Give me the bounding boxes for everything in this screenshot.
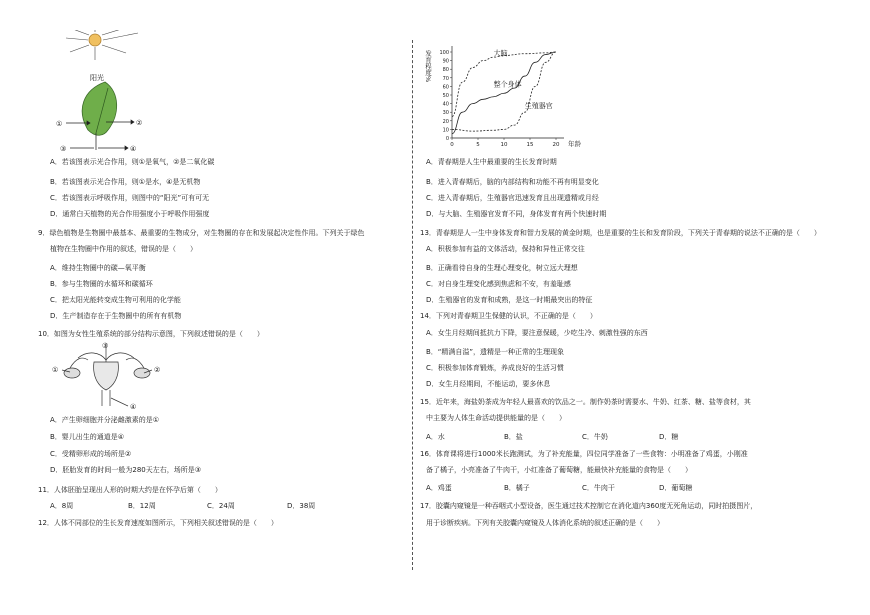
photosynthesis-leaf-figure <box>48 30 158 155</box>
leaf-option-c: C．若该图表示呼吸作用，则图中的“阳光”可有可无 <box>50 194 210 202</box>
q17-stem-line1: 17．胶囊内窥镜是一种吞咽式小型设备，医生通过技术控制它在消化道内360度无死角运动，同时拍摄图片， <box>420 502 758 510</box>
y-tick-label: 0 <box>445 136 449 142</box>
chart-option-b: B．进入青春期后，脑的内部结构和功能不再有明显变化 <box>426 178 599 186</box>
x-tick-label: 5 <box>476 142 480 148</box>
leaf-icon <box>82 82 116 150</box>
q15-option-a: A．水 <box>426 433 445 441</box>
q16-option-d: D．葡萄糖 <box>659 484 693 492</box>
chart-option-d: D．与大脑、生殖器官发育不同，身体发育有两个快速时期 <box>426 210 607 218</box>
chart-option-a: A．青春期是人生中最重要的生长发育时期 <box>426 158 557 166</box>
q11-stem: 11．人体胚胎呈现出人形的时期大约是在怀孕后第（ ） <box>38 486 222 494</box>
x-tick-label: 0 <box>450 142 454 148</box>
growth-chart <box>424 40 584 155</box>
q16-option-a: A．鸡蛋 <box>426 484 452 492</box>
q13-option-a: A．积极参加有益的文体活动，保持和异性正常交往 <box>426 245 585 253</box>
series-reproductive-line <box>452 52 556 131</box>
q9-stem-line2: 植物在生物圈中作用的叙述，错误的是（ ） <box>50 245 197 253</box>
q15-stem-line1: 15．近年来，海盐奶茶成为年轻人最喜欢的饮品之一。制作奶茶时需要水、牛奶、红茶、糖、盐等食材，其 <box>420 398 751 406</box>
q9-option-d: D．生产制造存在于生物圈中的所有有机物 <box>50 312 182 320</box>
q15-option-d: D．糖 <box>659 433 679 441</box>
q10-stem: 10．如图为女性生殖系统的部分结构示意图，下列叙述错误的是（ ） <box>38 330 264 338</box>
leaf-option-d: D．通常白天植物的光合作用强度小于呼吸作用强度 <box>50 210 210 218</box>
q13-option-b: B．正确看待自身的生理心理变化，树立远大理想 <box>426 264 578 272</box>
q15-option-b: B．盐 <box>504 433 523 441</box>
q13-option-c: C．对自身生理变化感到焦虑和不安，有羞耻感 <box>426 280 571 288</box>
q10-option-d: D．胚胎发育的时间一般为280天左右，场所是③ <box>50 466 202 474</box>
q10-option-b: B．婴儿出生的通道是④ <box>50 433 125 441</box>
series-label: 大脑 <box>493 49 508 58</box>
q11-option-b: B．12周 <box>128 502 156 510</box>
q9-option-b: B．参与生物圈的水循环和碳循环 <box>50 280 153 288</box>
x-tick-label: 15 <box>526 142 534 148</box>
y-tick-label: 50 <box>442 93 449 99</box>
q11-option-d: D．38周 <box>287 502 316 510</box>
q15-option-c: C．牛奶 <box>582 433 608 441</box>
marker-4: ④ <box>130 145 137 153</box>
y-tick-label: 60 <box>442 84 449 91</box>
q9-option-a: A．维持生物圈中的碳—氧平衡 <box>50 264 146 272</box>
y-tick-label: 70 <box>442 75 449 82</box>
y-tick-label: 40 <box>442 101 449 108</box>
chart-option-c: C．进入青春期后，生殖器官迅速发育且出现遗精或月经 <box>426 194 599 202</box>
chart-xlabel: 年龄 <box>568 140 581 148</box>
left-column <box>0 0 410 615</box>
q14-option-b: B．“精满自溢”，遗精是一种正常的生理现象 <box>426 348 565 356</box>
y-tick-label: 90 <box>442 58 449 65</box>
y-tick-label: 80 <box>442 67 449 74</box>
chart-ylabel: 发育程度% <box>424 50 432 83</box>
q14-stem: 14．下列对青春期卫生保健的认识，不正确的是（ ） <box>420 312 597 320</box>
marker-1: ① <box>52 366 59 374</box>
column-divider <box>412 40 413 570</box>
q16-option-c: C．牛肉干 <box>582 484 615 492</box>
q16-option-b: B．橘子 <box>504 484 530 492</box>
right-column <box>418 0 868 615</box>
female-reproductive-figure <box>48 340 168 412</box>
y-tick-label: 100 <box>439 50 449 56</box>
q17-stem-line2: 用于诊断疾病。下列有关胶囊内窥镜及人体消化系统的叙述正确的是（ ） <box>426 519 664 527</box>
x-tick-label: 10 <box>500 142 508 148</box>
q16-stem-line2: 备了橘子，小亮准备了牛肉干，小红准备了葡萄糖，能最快补充能量的食物是（ ） <box>426 466 692 474</box>
q14-option-a: A．女生月经期间抵抗力下降，要注意保暖，少吃生冷、刺激性强的东西 <box>426 329 648 337</box>
q10-option-c: C．受精卵形成的场所是② <box>50 450 132 458</box>
q13-option-d: D．生殖器官的发育和成熟，是这一时期最突出的特征 <box>426 296 593 304</box>
y-tick-label: 10 <box>442 127 449 134</box>
marker-3: ③ <box>60 145 67 153</box>
leaf-option-b: B．若该图表示光合作用，则①是水，④是无机物 <box>50 178 201 186</box>
q15-stem-line2: 中主要为人体生命活动提供能量的是（ ） <box>426 414 566 422</box>
q11-option-c: C．24周 <box>207 502 235 510</box>
q12-stem: 12．人体不同部位的生长发育速度如图所示，下列相关叙述错误的是（ ） <box>38 519 278 527</box>
marker-4: ④ <box>130 403 137 411</box>
marker-2: ② <box>136 119 143 127</box>
q9-option-c: C．把太阳光能转变成生物可利用的化学能 <box>50 296 181 304</box>
leaf-option-a: A．若该图表示光合作用，则①是氧气，②是二氧化碳 <box>50 158 215 166</box>
marker-3: ③ <box>102 342 109 350</box>
marker-1: ① <box>56 120 63 128</box>
q11-option-a: A．8周 <box>50 502 74 510</box>
series-label: 生殖器官 <box>524 101 553 110</box>
q14-option-c: C．积极参加体育锻炼，养成良好的生活习惯 <box>426 364 564 372</box>
series-label: 整个身体 <box>493 80 522 89</box>
q9-stem-line1: 9．绿色植物是生物圈中最基本、最重要的生物成分，对生物圈的存在和发展起决定性作用。下列关于绿色 <box>38 229 365 237</box>
series-body-line <box>452 52 556 134</box>
marker-2: ② <box>154 366 161 374</box>
sun-icon <box>66 30 138 60</box>
sun-label: 阳光 <box>90 74 104 82</box>
y-tick-label: 30 <box>442 110 449 117</box>
q10-option-a: A．产生卵细胞并分泌雌激素的是① <box>50 416 160 424</box>
q14-option-d: D．女生月经期间，不能运动，要多休息 <box>426 380 551 388</box>
x-tick-label: 20 <box>552 142 560 148</box>
q13-stem: 13．青春期是人一生中身体发育和智力发展的黄金时期，也是重要的生长和发育阶段，下列关于青春期的说法不正确的是（ ） <box>420 229 821 237</box>
y-tick-label: 20 <box>442 118 449 125</box>
q16-stem-line1: 16．体育课将进行1000米长跑测试，为了补充能量，四位同学准备了一些食物：小明准备了鸡蛋，小刚准 <box>420 450 748 458</box>
